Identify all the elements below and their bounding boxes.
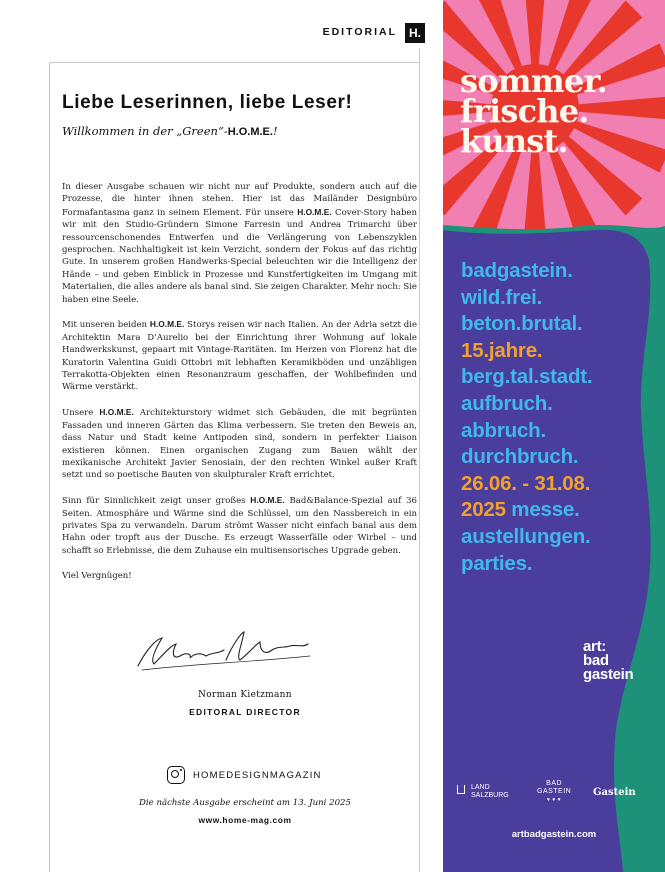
brand-mention: H.O.M.E. [149,319,185,330]
paragraph-text: In dieser Ausgabe schauen wir nicht nur auf Produkte, sondern auch auf die Prozesse, die hinter ihnen stehen. Hier ist das Mailänder Designbüro Formafantasma ganz in seinem Element. Für unsere [62,182,417,218]
sponsor-land-line1: LAND [471,784,490,791]
ad-logo-line: bad [583,652,609,669]
instagram-link[interactable] [167,765,322,785]
ad-keyword-list [461,258,592,577]
ad-headline-line: kunst. [460,122,568,160]
ad-keyword-part: messe. [505,498,580,522]
ad-headline-line: sommer. [460,62,607,100]
paragraph-text: Viel Vergnügen! [62,570,132,581]
section-label: EDITORIAL [322,26,397,38]
paragraph-text: Sinn für Sinnlichkeit zeigt unser großes [62,496,251,507]
ad-keyword: austellungen. [461,524,591,548]
brand-mention: H.O.M.E. [250,495,285,506]
ad-headline [460,62,607,160]
paragraph-text: Bad&Balance-Spezial auf 36 Seiten. Atmosphäre und Wärme sind die Schlüssel, um den Nassbereich in ein privates Spa zu verwandeln. Darum strömt Wasser nicht einfach banal aus dem Hahn oder tropft aus der Dusche. Es erzeugt Wasserfälle oder Wirbel – und schafft so Erlebnisse, die dem Zuhause ein multisensorisches Upgrade geben. [62,496,417,556]
art-bad-gastein-logo [583,640,633,682]
ad-keyword: 15.jahre. [461,338,543,362]
ad-keyword: beton.brutal. [461,312,583,336]
letter-body [62,181,417,594]
letter-paragraph [62,570,417,582]
signature-image [132,626,322,674]
home-logo-badge: H. [405,23,425,43]
subtitle-suffix: ! [272,124,278,138]
next-issue-note: Die nächste Ausgabe erscheint am 13. Juni 2025 [138,798,351,808]
sponsor-bad-gastein [537,780,571,804]
ad-website-link[interactable]: artbadgastein.com [511,829,597,840]
ad-keyword: wild.frei. [461,285,543,309]
ad-logo-line: gastein [583,666,634,683]
ad-keyword: durchbruch. [461,445,579,469]
letter-heading [62,92,412,138]
ad-keyword: aufbruch. [461,391,553,415]
website-link[interactable]: www.home-mag.com [198,815,292,825]
signer-role: EDITORAL DIRECTOR [189,707,301,717]
brand-mention: H.O.M.E. [297,206,332,217]
sponsor-land-line2: SALZBURG [471,792,509,799]
sponsor-logos [467,780,657,810]
sponsor-bad-line2: GASTEIN [537,788,572,795]
sponsor-gastein: Gastein [593,787,636,798]
instagram-icon [167,766,185,784]
paragraph-text: Mit unseren beiden [62,320,150,331]
ad-keyword: 26.06. - 31.08. [461,471,591,495]
sponsor-land-salzburg [471,784,509,800]
ad-headline-line: frische. [460,92,589,130]
right-rule [419,48,420,872]
paragraph-text: Storys reisen wir nach Italien. An der Adria setzt die Architektin Mara D’Aurelio bei der Einrichtung ihrer Wohnung auf lokale Handwerkskunst, gepaart mit Vintage-Raritäten. Im Herzen von Florenz hat die Kuratorin Valentina Guidi Ottobri mit lebhaften Keramikböden und unzähligen Terrakotta-Objekten einen Resonanzraum geschaffen, der Wohlbefinden und Wärme verstärkt. [62,320,417,393]
ad-keyword-part: 2025 [461,498,506,522]
page-subtitle [62,124,412,138]
ad-keyword: abbruch. [461,418,546,442]
art-bad-gastein-ad[interactable] [443,0,665,872]
land-salzburg-icon [457,785,465,794]
letter-paragraph [62,318,417,393]
sponsor-bad-marks: ♥ ♥ ♥ [547,797,562,803]
instagram-handle: HOMEDESIGNMAGAZIN [193,769,322,781]
top-rule [49,62,419,63]
letter-paragraph [62,181,417,306]
sponsor-bad-line1: BAD [546,780,563,787]
paragraph-text: Cover-Story haben wir mit den Studio-Gründern Simone Farresin und Andrea Trimarchi über ressourcenschonendes Entwerfen und die Verlängerung von Lebenszyklen gesprochen. Nachhaltigkeit ist kein Verzicht, sondern der Fokus auf das richtig Gute. In unserem großen Handwerks-Special beleuchten wir die Intelligenz der Hände – und geben Einblick in Prozesse und Kunstfertigkeiten im Umgang mit Materialien, die alles andere als banal sind. Sie zeigen Charakter. Mehr noch: Sie haben eine Seele. [62,207,417,305]
ad-keyword: parties. [461,551,533,575]
paragraph-text: Unsere [62,408,100,419]
ad-keyword: berg.tal.stadt. [461,365,593,389]
editorial-header [0,22,443,44]
letter-paragraph [62,494,417,557]
brand-mention: H.O.M.E. [99,407,134,418]
left-rule [49,62,50,872]
letter-paragraph [62,406,417,481]
paragraph-text: Architekturstory widmet sich Gebäuden, die mit begrünten Fassaden und inneren Gärten das Klima verbessern. Sie treten den Beweis an, dass Natur und Stadt keine Antipoden sind, sondern in perfekter Liaison existieren können. Einen organischen Zugang zum Bauen wählt der mexikanische Architekt Javier Senosiain, der den rechten Winkel außer Kraft setzt und so poetische Bauten von skulpturaler Kraft errichtet. [62,408,418,481]
subtitle-brand: H.O.M.E. [227,126,273,138]
subtitle-prefix: Willkommen in der „Green“- [62,124,228,138]
ad-keyword [461,497,592,524]
page-title: Liebe Leserinnen, liebe Leser! [62,92,353,113]
signer-name: Norman Kietzmann [198,690,292,700]
ad-logo-line: art: [583,638,606,655]
ad-keyword: badgastein. [461,259,573,282]
